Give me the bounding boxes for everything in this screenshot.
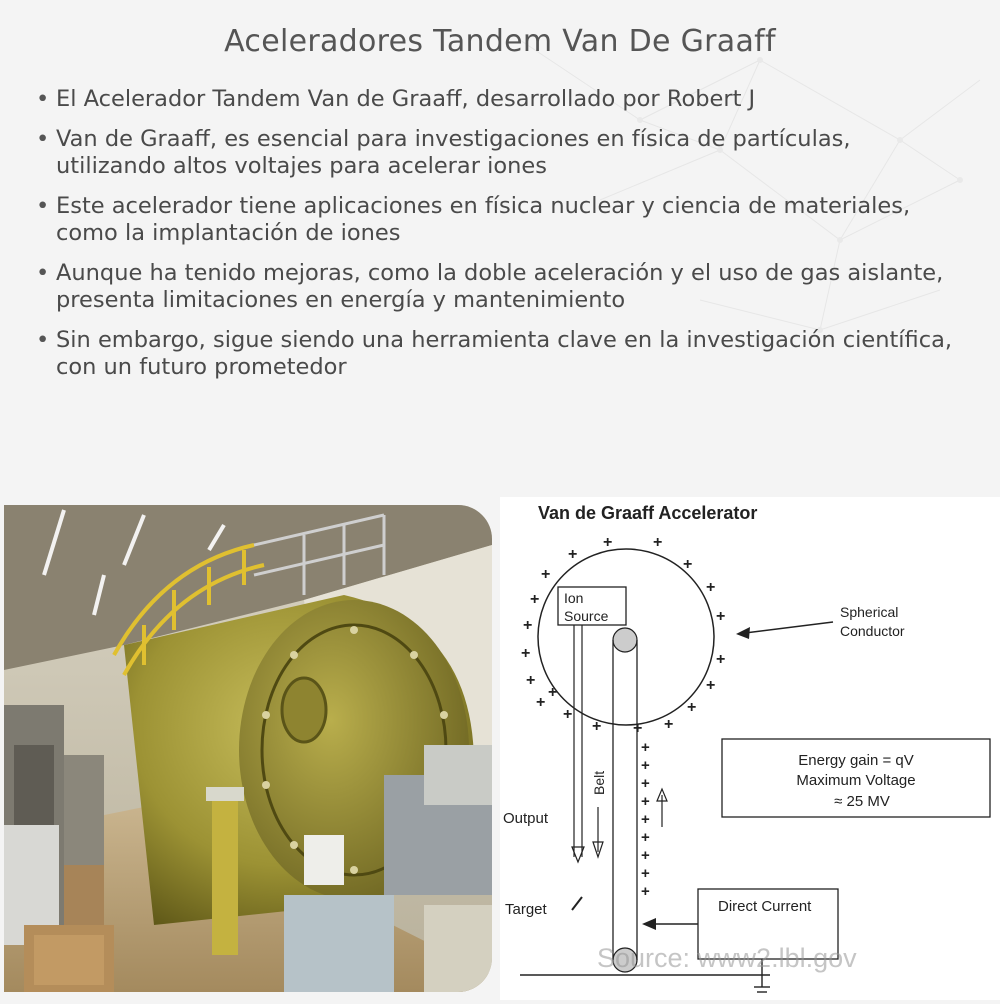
bullet-item: • Este acelerador tiene aplicaciones en física nuclear y ciencia de materiales, como la implantación de iones — [36, 193, 966, 247]
svg-text:+: + — [641, 793, 650, 810]
bullet-item: • Sin embargo, sigue siendo una herramienta clave en la investigación científica, con un futuro prometedor — [36, 327, 966, 381]
max-voltage-text: Maximum Voltage — [796, 772, 916, 789]
bullet-item: • Aunque ha tenido mejoras, como la doble aceleración y el uso de gas aislante, presenta limitaciones en energía y mantenimiento — [36, 260, 966, 314]
svg-text:+: + — [641, 811, 650, 828]
svg-text:+: + — [641, 865, 650, 882]
belt-label: Belt — [591, 770, 607, 795]
svg-text:+: + — [523, 617, 533, 634]
spherical-conductor-label-line2: Conductor — [840, 623, 905, 639]
svg-text:+: + — [563, 706, 573, 723]
svg-text:+: + — [664, 716, 674, 733]
svg-text:+: + — [568, 546, 578, 563]
svg-text:+: + — [716, 651, 726, 668]
svg-text:+: + — [687, 699, 697, 716]
accelerator-photo — [4, 505, 492, 992]
svg-text:+: + — [592, 718, 602, 735]
svg-text:+: + — [683, 556, 693, 573]
svg-text:+: + — [526, 672, 536, 689]
voltage-value-text: ≈ 25 MV — [834, 793, 890, 810]
svg-text:+: + — [706, 677, 716, 694]
svg-text:+: + — [603, 534, 613, 551]
svg-text:+: + — [706, 579, 716, 596]
diagram-title: Van de Graaff Accelerator — [538, 503, 758, 523]
svg-text:+: + — [716, 608, 726, 625]
energy-gain-text: Energy gain = qV — [798, 752, 914, 769]
svg-text:+: + — [530, 591, 540, 608]
svg-text:+: + — [521, 645, 531, 662]
source-watermark: Source: www2.lbl.gov — [597, 943, 857, 973]
ion-source-label-line2: Source — [564, 608, 609, 624]
bullet-list — [36, 86, 966, 394]
svg-text:+: + — [641, 883, 650, 900]
svg-text:+: + — [536, 694, 546, 711]
van-de-graaff-diagram — [500, 497, 1000, 1000]
svg-text:+: + — [641, 775, 650, 792]
svg-text:+: + — [548, 684, 558, 701]
svg-text:+: + — [641, 757, 650, 774]
svg-text:+: + — [641, 847, 650, 864]
svg-text:+: + — [541, 566, 551, 583]
output-label: Output — [503, 810, 549, 827]
svg-text:+: + — [641, 739, 650, 756]
bullet-item: • El Acelerador Tandem Van de Graaff, desarrollado por Robert J — [36, 86, 966, 113]
bullet-item: • Van de Graaff, es esencial para investigaciones en física de partículas, utilizando altos voltajes para acelerar iones — [36, 126, 966, 180]
target-label: Target — [505, 901, 547, 918]
direct-current-label: Direct Current — [718, 898, 812, 915]
svg-text:+: + — [641, 829, 650, 846]
svg-text:+: + — [653, 534, 663, 551]
spherical-conductor-label-line1: Spherical — [840, 604, 899, 620]
page-title: Aceleradores Tandem Van De Graaff — [224, 24, 776, 59]
ion-source-label-line1: Ion — [564, 590, 584, 606]
svg-text:+: + — [633, 720, 643, 737]
